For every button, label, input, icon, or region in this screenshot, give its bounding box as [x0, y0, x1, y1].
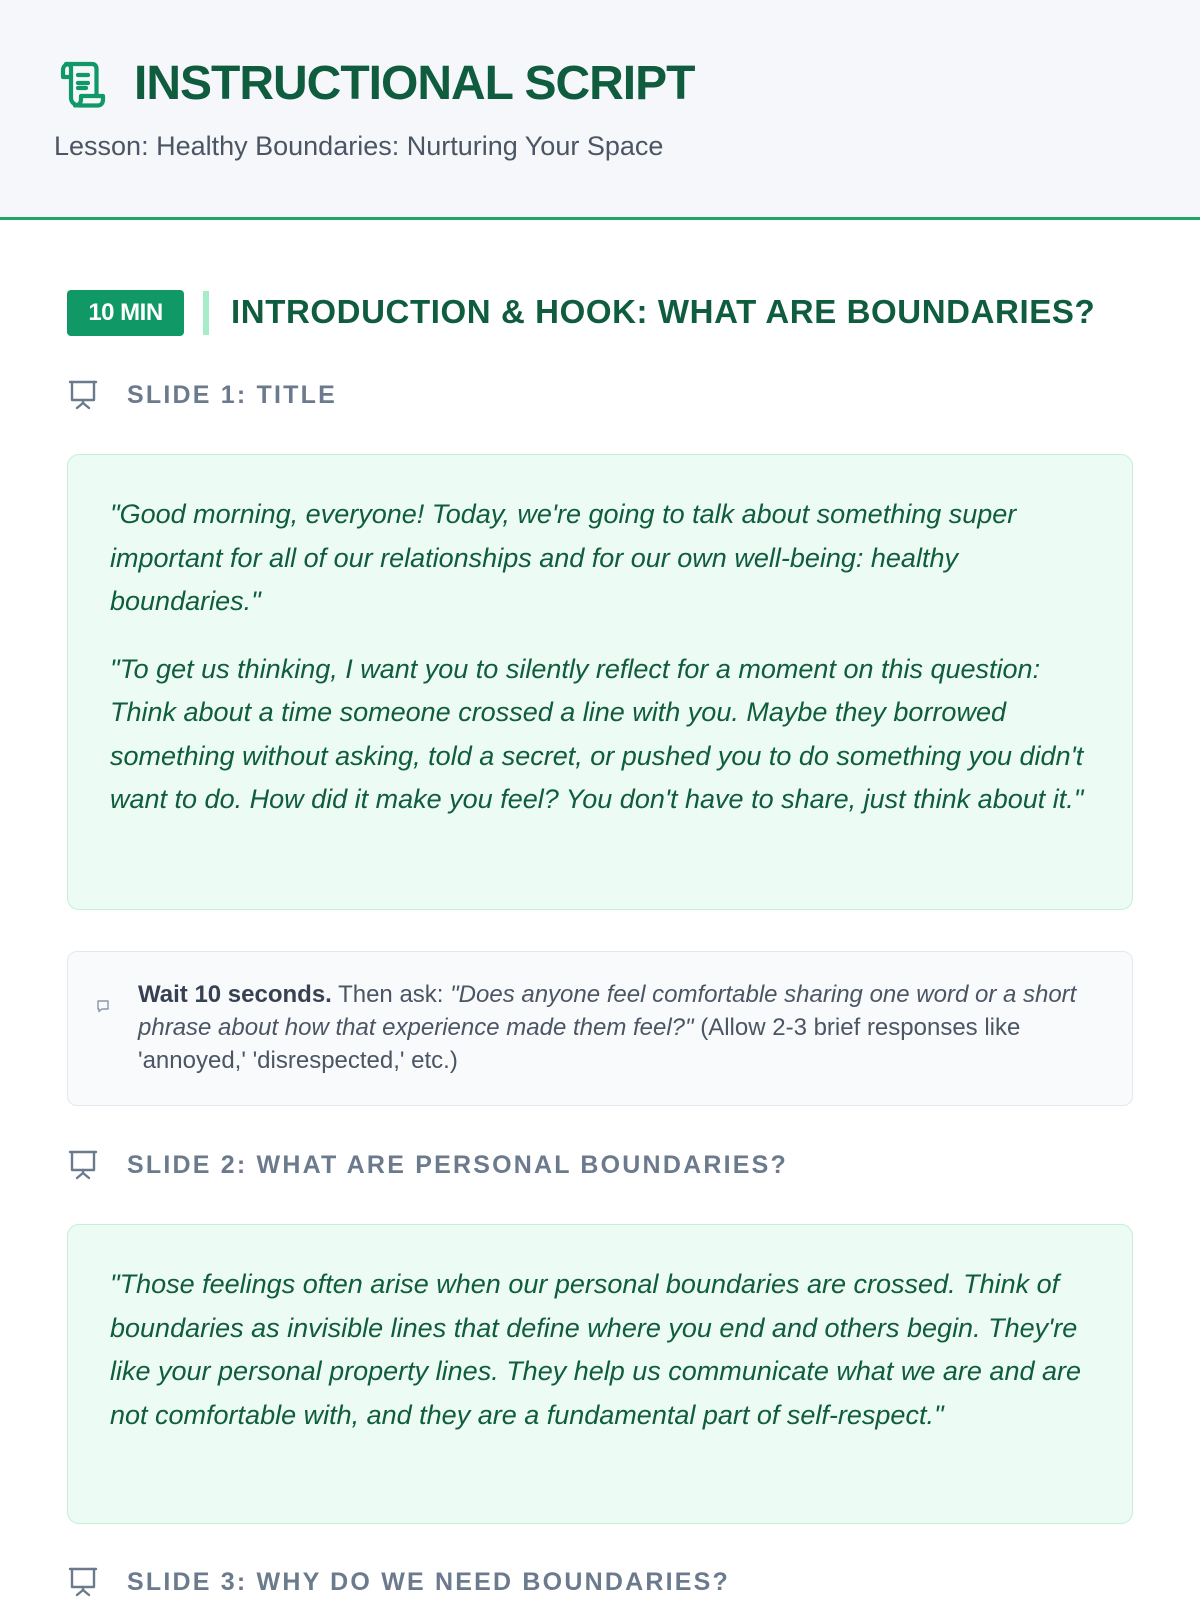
lesson-subtitle: Lesson: Healthy Boundaries: Nurturing Your Space — [54, 131, 664, 161]
slide-1-script — [67, 454, 1133, 910]
section-title: INTRODUCTION & HOOK: WHAT ARE BOUNDARIES? — [231, 293, 1096, 330]
presentation-icon — [67, 1566, 99, 1598]
slide-1-header — [67, 378, 1067, 414]
comment-icon — [95, 998, 111, 1014]
slide-2-header — [67, 1148, 1067, 1184]
time-badge: 10 MIN — [67, 290, 184, 336]
script-paragraph: "To get us thinking, I want you to silently reflect for a moment on this question: Think about a time someone crossed a line with you. Maybe they borrowed something without asking, told a secret, or pushed you to do something you didn't want to do. How did it make you feel? You don't have to share, just think about it." — [110, 653, 1084, 814]
scroll-icon — [54, 58, 106, 110]
slide-1-label: SLIDE 1: TITLE — [127, 381, 337, 409]
facilitator-note — [67, 951, 1133, 1106]
note-lead: Then ask: — [331, 981, 451, 1008]
slide-2-script — [67, 1224, 1133, 1524]
presentation-icon — [67, 1149, 99, 1181]
page-title: INSTRUCTIONAL SCRIPT — [134, 57, 695, 110]
script-paragraph: "Those feelings often arise when our personal boundaries are crossed. Think of boundaries as invisible lines that define where you end and others begin. They're like your personal property lines. They help us communicate what we are and are not comfortable with, and they are a fundamental part of self-respect." — [110, 1269, 1081, 1430]
page-header — [0, 0, 1200, 220]
note-text — [138, 978, 1110, 1077]
slide-2-label: SLIDE 2: WHAT ARE PERSONAL BOUNDARIES? — [127, 1151, 788, 1179]
slide-3-label: SLIDE 3: WHY DO WE NEED BOUNDARIES? — [127, 1568, 730, 1596]
section-header — [67, 290, 1137, 336]
note-bold: Wait 10 seconds. — [138, 981, 332, 1008]
slide-3-header — [67, 1565, 1067, 1601]
section-divider — [203, 291, 209, 335]
presentation-icon — [67, 379, 99, 411]
note-quote: "Does anyone feel comfortable sharing one word or a short phrase about how that experience made them feel?" — [138, 981, 1077, 1041]
note-tail: (Allow 2-3 brief responses like 'annoyed,' 'disrespected,' etc.) — [138, 1014, 1021, 1074]
script-paragraph: "Good morning, everyone! Today, we're going to talk about something super important for all of our relationships and for our own well-being: healthy boundaries." — [110, 499, 1017, 616]
